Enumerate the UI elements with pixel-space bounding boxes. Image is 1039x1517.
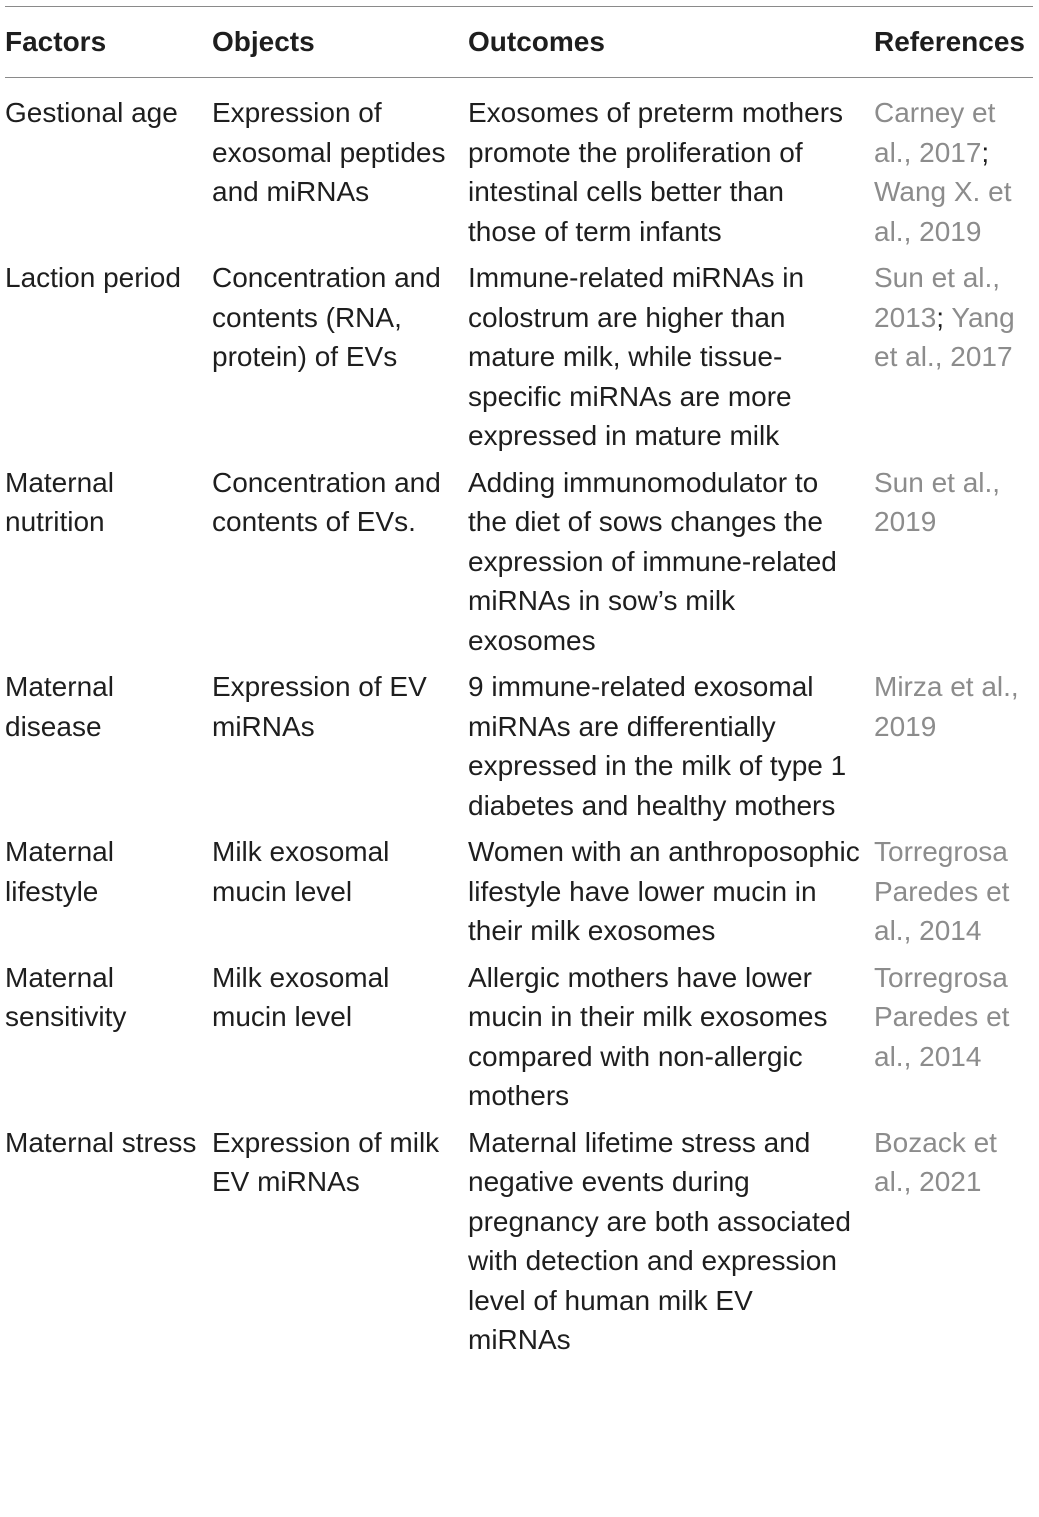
header-row xyxy=(5,7,1033,77)
object-cell: Concentration and contents of EVs. xyxy=(212,466,441,537)
reference-link[interactable]: Sun et al., 2013 xyxy=(874,262,1001,333)
factors-table xyxy=(5,7,1033,77)
table-row xyxy=(5,667,1033,832)
references-cell xyxy=(874,832,1033,958)
header-references: References xyxy=(874,26,1025,57)
reference-link[interactable]: Yang et al., 2017 xyxy=(874,301,1015,372)
table-row xyxy=(5,1123,1033,1367)
reference-link[interactable]: Torregrosa Paredes et al., 2014 xyxy=(874,836,1010,946)
factor-cell: Maternal sensitivity xyxy=(5,961,127,1032)
references-cell xyxy=(874,463,1033,668)
object-cell: Expression of milk EV miRNAs xyxy=(212,1126,440,1197)
reference-link[interactable]: Torregrosa Paredes et al., 2014 xyxy=(874,961,1010,1072)
outcome-cell: Exosomes of preterm mothers promote the proliferation of intestinal cells better than those of term infants xyxy=(468,97,844,247)
factor-cell: Gestional age xyxy=(5,97,178,128)
references-cell xyxy=(874,667,1033,832)
table-row xyxy=(5,258,1033,463)
object-cell: Concentration and contents (RNA, protein) of EVs xyxy=(212,262,441,372)
references-cell xyxy=(874,78,1033,258)
reference-link[interactable]: Mirza et al., 2019 xyxy=(874,671,1019,742)
header-outcomes: Outcomes xyxy=(468,26,605,57)
outcome-cell: Adding immunomodulator to the diet of sows changes the expression of immune-related miRNAs in sow’s milk exosomes xyxy=(468,466,837,656)
reference-link[interactable]: Sun et al., 2019 xyxy=(874,466,1001,537)
reference-link[interactable]: Bozack et al., 2021 xyxy=(874,1126,997,1197)
object-cell: Milk exosomal mucin level xyxy=(212,836,390,907)
outcome-cell: Immune-related miRNAs in colostrum are higher than mature milk, while tissue-specific miRNAs are more expressed in mature milk xyxy=(468,262,805,451)
reference-link[interactable]: Carney et al., 2017 xyxy=(874,97,996,168)
factors-table-container xyxy=(5,6,1033,1367)
object-cell: Expression of exosomal peptides and miRNAs xyxy=(212,97,446,207)
outcome-cell: Women with an anthroposophic lifestyle have lower mucin in their milk exosomes xyxy=(468,836,860,946)
factor-cell: Maternal disease xyxy=(5,671,114,742)
table-row xyxy=(5,832,1033,958)
object-cell: Expression of EV miRNAs xyxy=(212,671,427,742)
object-cell: Milk exosomal mucin level xyxy=(212,961,390,1032)
table-row xyxy=(5,463,1033,668)
outcome-cell: Allergic mothers have lower mucin in their milk exosomes compared with non-allergic mothers xyxy=(468,961,828,1111)
reference-separator: ; xyxy=(936,301,952,333)
factor-cell: Maternal nutrition xyxy=(5,466,114,537)
reference-link[interactable]: Wang X. et al., 2019 xyxy=(874,176,1012,247)
reference-separator: ; xyxy=(981,136,990,168)
header-factors: Factors xyxy=(5,26,107,57)
references-cell xyxy=(874,958,1033,1123)
factor-cell: Maternal lifestyle xyxy=(5,836,114,907)
header-objects: Objects xyxy=(212,26,315,57)
factor-cell: Maternal stress xyxy=(5,1126,197,1158)
references-cell xyxy=(874,258,1033,463)
outcome-cell: 9 immune-related exosomal miRNAs are differentially expressed in the milk of type 1 diabetes and healthy mothers xyxy=(468,671,847,821)
table-row xyxy=(5,78,1033,258)
factors-table-body xyxy=(5,78,1033,1367)
table-row xyxy=(5,958,1033,1123)
factor-cell: Laction period xyxy=(5,262,181,293)
references-cell xyxy=(874,1123,1033,1367)
outcome-cell: Maternal lifetime stress and negative events during pregnancy are both associated with detection and expression level of human milk EV miRNAs xyxy=(468,1126,851,1355)
